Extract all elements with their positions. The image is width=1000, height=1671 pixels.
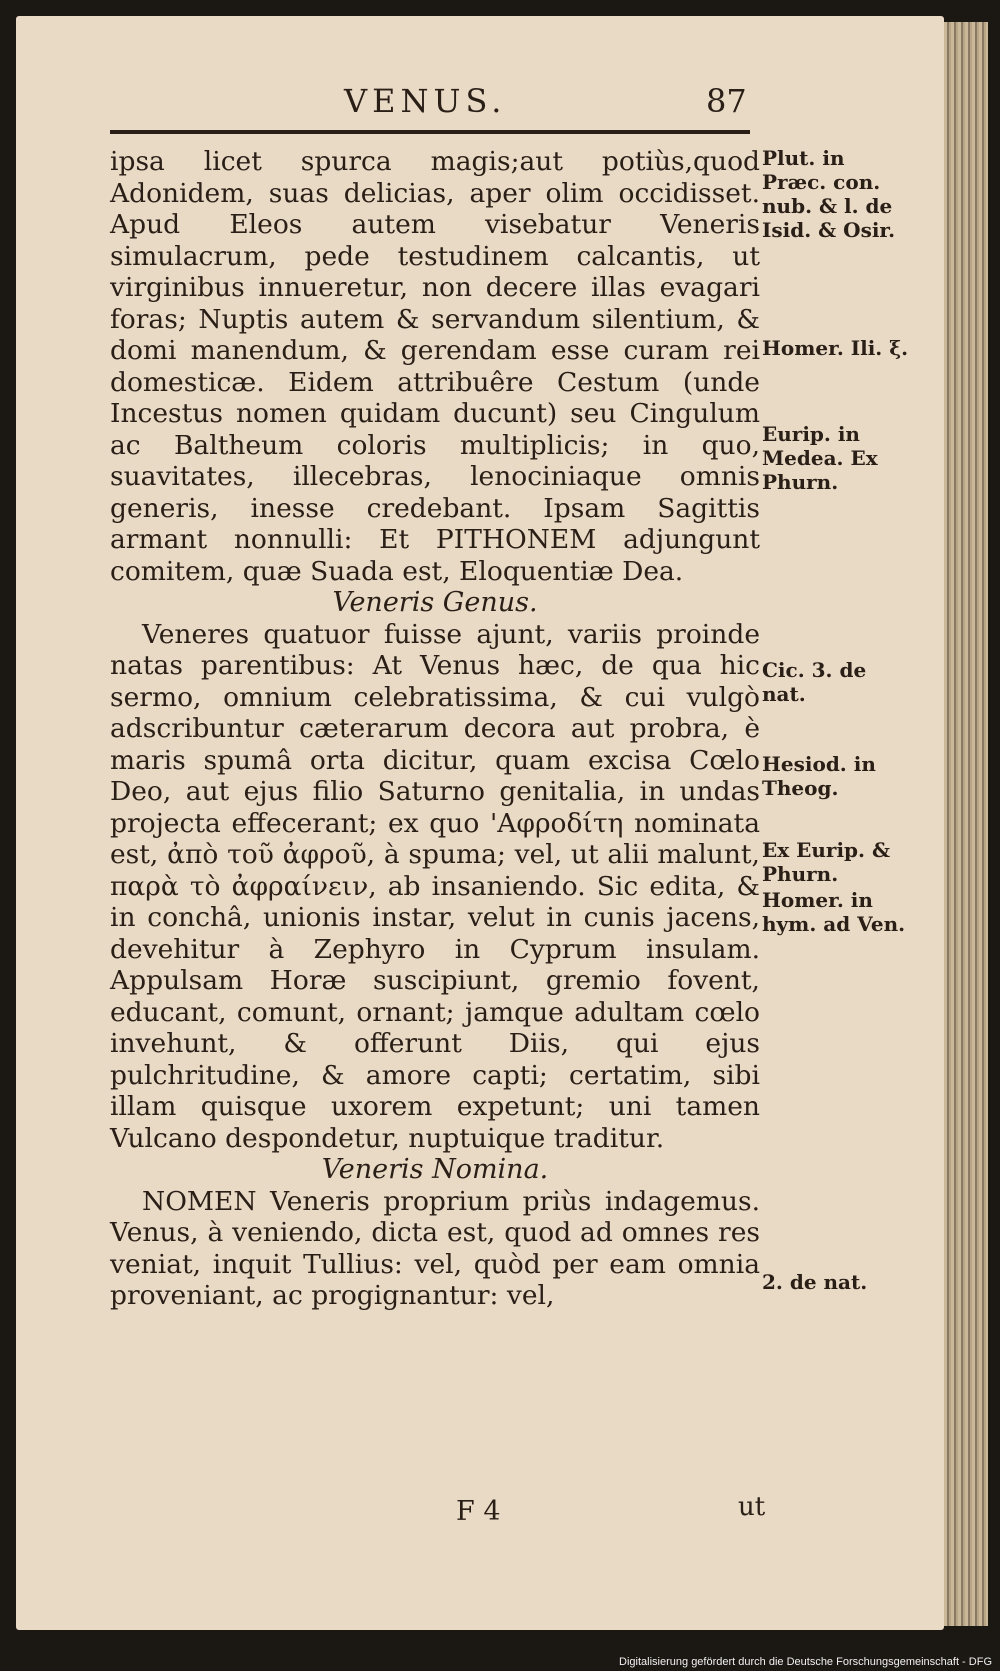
margin-note-hesiod: Hesiod. in Theog. [762,752,876,800]
page-fore-edge [944,22,988,1626]
book-page [16,16,944,1630]
margin-note-homer-hymn: Homer. in hym. ad Ven. [762,888,906,936]
header-rule [110,130,750,134]
margin-note-de-natura: 2. de nat. [762,1270,868,1294]
page-number: 87 [706,82,747,120]
margin-note-cicero: Cic. 3. de nat. [762,658,867,706]
main-text [110,146,760,1312]
digitization-credit: Digitalisierung gefördert durch die Deutsche Forschungsgemeinschaft - DFG [619,1656,992,1668]
catchword: ut [738,1492,766,1522]
paragraph-genus: Veneres quatuor fuisse ajunt, variis proinde natas parentibus: At Venus hæc, de qua hic sermo, omnium celebratissima, & cui vulgò adscribuntur cæterarum decora aut probra, è maris spumâ orta dicitur, quam excisa Cœlo Deo, aut ejus filio Saturno genitalia, in undas projecta effecerant; ex quo 'Αφροδίτη nominata est, ἀπὸ τοῦ ἀφροῦ, à spuma; vel, ut alii malunt, παρὰ τὸ ἀφραίνειν, ab insaniendo. Sic edita, & in conchâ, unionis instar, velut in cunis jacens, devehitur à Zephyro in Cyprum insulam. Appulsam Horæ suscipiunt, gremio fovent, educant, comunt, ornant; jamque adultam cœlo invehunt, & offerunt Diis, qui ejus pulchritudine, & amore capti; certatim, sibi illam quisque uxorem expetunt; uni tamen Vulcano despondetur, nuptuique traditur. [110,618,760,1154]
running-title: VENUS. [344,82,507,120]
section-heading-nomina: Veneris Nomina. [321,1154,549,1185]
margin-note-homer-iliad: Homer. Ili. ξ. [762,336,909,360]
signature-mark: F 4 [456,1496,501,1527]
margin-note-plutarch: Plut. in Præc. con. nub. & l. de Isid. & Osir. [762,146,896,242]
margin-note-euripides-phurnutus: Ex Eurip. & Phurn. [762,838,891,886]
section-heading-genus: Veneris Genus. [332,587,538,618]
margin-note-euripides: Eurip. in Medea. Ex Phurn. [762,422,878,494]
running-head [16,82,944,122]
paragraph-nomina: NOMEN Veneris proprium priùs indagemus. Venus, à veniendo, dicta est, quod ad omnes res veniat, inquit Tullius: vel, quòd per eam omnia proveniant, ac progignantur: vel, [110,1185,760,1311]
paragraph-cestus: ipsa licet spurca magis;aut potiùs,quod Adonidem, suas delicias, aper olim occidisset. Apud Eleos autem visebatur Veneris simulacrum, pede testudinem calcantis, ut virginibus innueretur, non decere illas evagari foras; Nuptis autem & servandum silentium, & domi manendum, & gerendam esse curam rei domesticæ. Eidem attribuêre Cestum (unde Incestus nomen quidam ducunt) seu Cingulum ac Baltheum coloris multiplicis; in quo, suavitates, illecebras, lenociniaque omnis generis, inesse credebant. Ipsam Sagittis armant nonnulli: Et PITHONEM adjungunt comitem, quæ Suada est, Eloquentiæ Dea. [110,146,760,587]
